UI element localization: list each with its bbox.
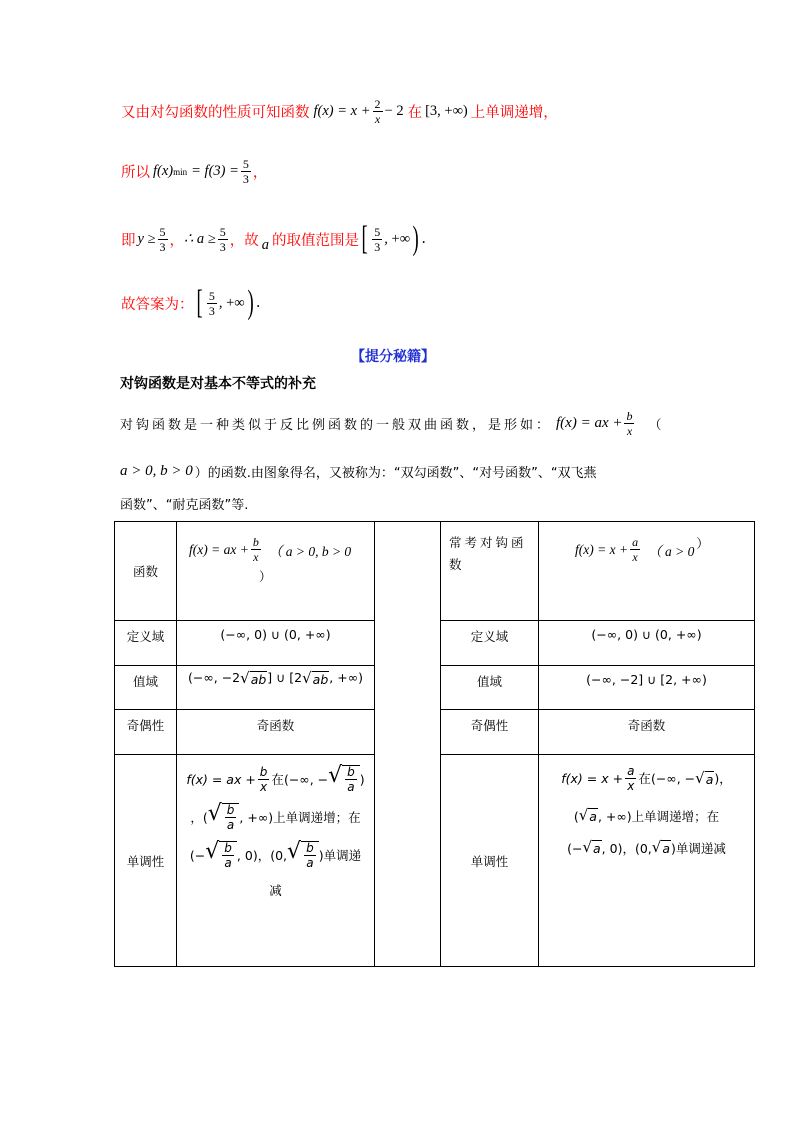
label-domain-left (115, 621, 177, 666)
left-func-expr: f(x) = ax + (189, 541, 249, 557)
mono-right-i1: (−∞, − (650, 771, 696, 786)
label-mono-left-text: 单调性 (126, 853, 165, 869)
cell-range-left: (−∞, −2 √ ab ] ∪ [2 √ ab , +∞) (177, 666, 375, 710)
para-l1-fraction (624, 410, 634, 437)
label-function-right (441, 522, 539, 621)
line3-mid1: ， (169, 232, 185, 249)
label-range-left (115, 666, 177, 710)
domain-left-value: (−∞, 0) ∪ (0, +∞) (220, 627, 331, 642)
line1-prefix: 又由对勾函数的性质可知函数 (121, 105, 310, 121)
label-mono-right (441, 755, 539, 967)
mono-left-sep: ， (257, 847, 271, 863)
mono-left-num: b (259, 764, 268, 779)
mono-right-inc: 上单调递增；在 (631, 808, 720, 824)
mono-left-sqrt1-num: b (347, 765, 355, 779)
mono-left-i3-open: (− (189, 847, 206, 863)
line4-prefix: 故答案为： (121, 296, 194, 313)
range-left-rad2: ab (312, 671, 329, 687)
para-line-1 (120, 410, 690, 437)
section-heading: 对钩函数是对基本不等式的补充 (120, 376, 316, 392)
mono-left-dec1: 单调递 (323, 847, 362, 863)
comparison-table (114, 521, 755, 967)
line3-frac2-num: 5 (219, 224, 226, 239)
line4-suffix: . (255, 295, 261, 311)
mono-left-sqrt3-num: b (224, 841, 232, 855)
label-range-right-text: 值域 (476, 674, 502, 689)
line1-fraction (373, 98, 383, 125)
line2-suffix: ， (252, 165, 268, 181)
label-function-right-text: 常考对钩函数 (449, 535, 527, 572)
parity-left-value: 奇函数 (256, 718, 295, 733)
mono-right-i2-tail: , +∞) (597, 808, 632, 824)
solution-line-1 (121, 98, 558, 125)
para-line-3: 函数”、“耐克函数”等. (120, 498, 249, 513)
cell-function-left (177, 522, 375, 621)
label-function-left-text: 函数 (132, 564, 158, 579)
line3-interval: [ $\frac{5}{3}$ , +∞ ) (361, 220, 419, 257)
solution-line-3 (121, 222, 426, 256)
right-func-cond: （ a > 0 (648, 543, 695, 559)
line2-frac-den: 3 (242, 172, 249, 186)
mono-left-sqrt1-den: a (347, 780, 355, 794)
mono-right-i2-open: ( (573, 808, 579, 824)
right-func-expr: f(x) = x + (575, 541, 629, 557)
line3-int-den: 3 (374, 239, 381, 254)
label-domain-right-text: 定义域 (470, 629, 509, 644)
mono-left-i1-close: ) (359, 771, 365, 787)
table-spacer (375, 522, 441, 967)
mono-right-rad3: a (593, 841, 601, 856)
line3-expr2: ∴ a ≥ (184, 230, 216, 247)
para-l1-frac-num: b (626, 409, 633, 423)
range-right-value: (−∞, −2] ∪ [2, +∞) (586, 672, 707, 687)
tips-heading: 【提分秘籍】 (351, 349, 435, 365)
line2-eq: = f(3) = (191, 163, 239, 179)
cell-mono-left: f(x) = ax + $\frac{b}{x}$ 在 (−∞, − √ $\frac{b}{a}$ ) ，( √ $\frac{b}{a}$ , +∞) 上单调递增；在 (− √ $\frac{b}{a}$ , 0) ， (0, √ $\frac{b}{a}$ ) 单调递 减 (177, 755, 375, 967)
para-l2-cond: a > 0, b > 0 (120, 463, 193, 479)
line3-fraction-2 (218, 226, 228, 253)
line3-prefix: 即 (121, 232, 136, 249)
line3-int-num: 5 (374, 224, 381, 239)
left-func-cond: （ a > 0, b > 0 (268, 543, 352, 559)
mono-left-func: f(x) = ax + (186, 771, 256, 787)
mono-right-rad1: a (705, 771, 714, 787)
mono-left-i4-open: (0, (270, 847, 288, 863)
right-func-num: a (632, 535, 639, 549)
line3-frac2-den: 3 (219, 239, 226, 254)
mono-right-i3-open: (− (567, 840, 583, 856)
label-function-left (115, 522, 177, 621)
mono-left-i4-close: ) (318, 847, 324, 863)
para-l1-frac-den: x (626, 424, 633, 438)
range-left-v3: , +∞) (329, 670, 363, 685)
para-line-2 (120, 462, 690, 481)
mono-left-sqrt4-num: b (306, 841, 314, 855)
mono-left-comma: ，( (190, 809, 208, 825)
line3-frac-num: 5 (159, 224, 166, 239)
domain-right-value: (−∞, 0) ∪ (0, +∞) (591, 627, 702, 642)
mono-left-i1: (−∞, − (283, 771, 329, 787)
cell-range-right (539, 666, 755, 710)
label-domain-left-text: 定义域 (126, 629, 165, 644)
mono-right-num: a (627, 764, 635, 778)
cell-parity-left (177, 710, 375, 755)
mono-left-inc: 上单调递增；在 (273, 809, 361, 825)
line3-mid2: ，故 (229, 232, 259, 249)
label-mono-left (115, 755, 177, 967)
para-l2-text: ）的函数.由图象得名，又被称为：“双勾函数”、“对号函数”、“双飞燕 (194, 466, 597, 481)
mono-left-dec2: 减 (269, 883, 282, 898)
line2-prefix: 所以 (121, 165, 150, 181)
mono-right-i1-close: )， (714, 771, 732, 786)
cell-domain-left (177, 621, 375, 666)
mono-left-in: 在 (271, 771, 284, 787)
line1-frac-num: 2 (374, 97, 381, 111)
cell-mono-right: f(x) = x + $\frac{a}{x}$ 在 (−∞, − √ a )， ( √ a , +∞) 上单调递增；在 (− √ a , 0) ， (0, √ a ) 单调递减 (539, 755, 755, 967)
range-left-v2: ] ∪ [2 (267, 670, 303, 685)
mono-right-i4-close: ) (671, 840, 676, 856)
left-func-num: b (252, 535, 259, 549)
solution-line-4 (121, 286, 261, 320)
label-parity-left-text: 奇偶性 (126, 718, 165, 733)
para-l1-func: f(x) = ax + (556, 415, 623, 431)
mono-left-sqrt2-den: a (226, 818, 235, 832)
mono-left-i3-tail: , 0) (236, 847, 258, 863)
line3-frac-den: 3 (159, 239, 166, 254)
line1-frac-den: x (374, 112, 381, 126)
mono-right-in: 在 (638, 771, 651, 786)
line3-mid3: 的取值范围是 (271, 232, 359, 249)
range-left-v1: (−∞, −2 (187, 670, 241, 685)
mono-right-sep: ， (622, 840, 635, 856)
para-l1-paren: （ (648, 418, 665, 433)
label-mono-right-text: 单调性 (470, 853, 509, 869)
line3-fraction (158, 226, 168, 253)
line3-suffix: . (421, 231, 426, 247)
line1-interval: [3, +∞) (425, 103, 468, 119)
line4-interval: [ $\frac{5}{3}$ , +∞ ) (196, 284, 254, 321)
label-parity-right (441, 710, 539, 755)
mono-left-i2-tail: , +∞) (239, 809, 274, 825)
label-parity-left (115, 710, 177, 755)
line1-suffix: 上单调递增， (470, 105, 558, 121)
line2-sub: min (173, 166, 188, 177)
line3-int-tail: , +∞ (384, 230, 411, 247)
para-l1-text: 对钩函数是一种类似于反比例函数的一般双曲函数，是形如： (120, 418, 553, 433)
mono-right-i3-tail: , 0) (601, 840, 623, 856)
line4-int-tail: , +∞ (218, 294, 245, 311)
line1-mid: 在 (407, 105, 423, 121)
line1-tail: − 2 (384, 103, 404, 119)
table-row-function (115, 522, 755, 621)
label-range-left-text: 值域 (132, 674, 158, 689)
line3-var: a (261, 236, 269, 253)
cell-domain-right (539, 621, 755, 666)
mono-right-dec: 单调递减 (675, 840, 726, 856)
line1-func: f(x) = x + (313, 103, 371, 119)
solution-line-2 (121, 158, 267, 185)
line4-int-num: 5 (208, 288, 215, 303)
line2-fraction (241, 158, 251, 185)
mono-left-sqrt4-den: a (306, 856, 314, 870)
mono-right-den: x (627, 779, 635, 793)
mono-left-sqrt2-num: b (226, 803, 235, 817)
parity-right-value: 奇函数 (627, 718, 666, 733)
right-func-close: ） (696, 535, 709, 551)
label-range-right (441, 666, 539, 710)
line4-int-den: 3 (208, 303, 215, 318)
line3-expr: y ≥ (137, 230, 156, 247)
label-domain-right (441, 621, 539, 666)
cell-function-right (539, 522, 755, 621)
range-left-rad1: ab (250, 671, 267, 687)
mono-left-den: x (260, 779, 268, 794)
mono-right-rad4: a (662, 841, 671, 856)
left-func-close: ） (259, 569, 272, 584)
label-parity-right-text: 奇偶性 (470, 718, 509, 733)
mono-right-rad2: a (589, 809, 597, 824)
left-func-den: x (253, 550, 259, 564)
mono-right-i4-open: (0, (634, 840, 652, 856)
mono-left-sqrt3-den: a (224, 856, 232, 870)
mono-right-func: f(x) = x + (561, 771, 624, 786)
cell-parity-right (539, 710, 755, 755)
line2-frac-num: 5 (242, 157, 249, 171)
right-func-den: x (632, 550, 638, 564)
line2-expr: f(x) (153, 163, 174, 179)
